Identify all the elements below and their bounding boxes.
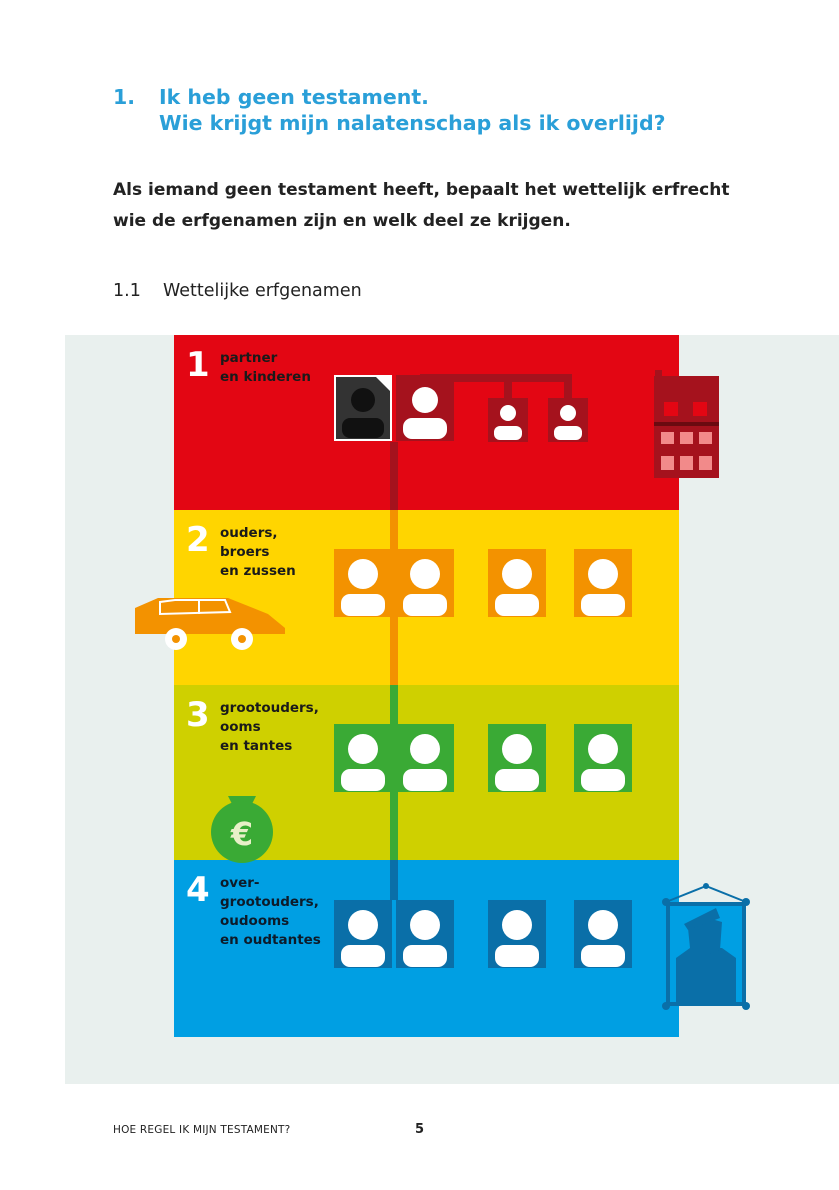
- group-label-line: broers: [220, 544, 270, 560]
- group-number: 4: [186, 870, 210, 910]
- group-label-line: en tantes: [220, 738, 293, 754]
- grandparent-person-icon: [396, 724, 454, 792]
- group-label-line: ouders,: [220, 525, 278, 541]
- money-bag-icon: [211, 796, 273, 863]
- sibling-person-icon: [488, 549, 546, 617]
- grandparent-person-icon: [334, 724, 392, 792]
- tree-trunk-red: [390, 442, 398, 510]
- group-label-line: oudooms: [220, 913, 290, 929]
- group-number: 2: [186, 520, 210, 560]
- group-label-line: ooms: [220, 719, 261, 735]
- section-title-line2: Wie krijgt mijn nalatenschap als ik overlijd?: [159, 111, 666, 135]
- deceased-person-icon: [334, 375, 392, 441]
- footer-title: HOE REGEL IK MIJN TESTAMENT?: [113, 1124, 291, 1136]
- intro-line2: wie de erfgenamen zijn en welk deel ze krijgen.: [113, 211, 571, 231]
- sibling-person-icon: [574, 549, 632, 617]
- great-uncle-aunt-person-icon: [574, 900, 632, 968]
- group-label-line: over-: [220, 875, 260, 891]
- portrait-icon: [662, 883, 750, 1010]
- svg-text:€: €: [230, 815, 254, 853]
- great-grandparent-person-icon: [396, 900, 454, 968]
- group-label-line: grootouders,: [220, 700, 319, 716]
- great-grandparent-person-icon: [334, 900, 392, 968]
- tree-branch: [504, 374, 512, 400]
- group-label-line: partner: [220, 350, 278, 366]
- parent-person-icon: [334, 549, 392, 617]
- section-title-line1: Ik heb geen testament.: [159, 85, 429, 109]
- car-icon: [135, 598, 285, 650]
- subsection-number: 1.1: [113, 281, 141, 301]
- uncle-aunt-person-icon: [488, 724, 546, 792]
- group-number: 1: [186, 345, 210, 385]
- group-label-line: en oudtantes: [220, 932, 321, 948]
- group-label-line: en zussen: [220, 563, 296, 579]
- child-person-icon: [488, 398, 528, 442]
- group-label-line: grootouders,: [220, 894, 319, 910]
- page-number: 5: [415, 1122, 425, 1137]
- partner-person-icon: [396, 375, 454, 441]
- uncle-aunt-person-icon: [574, 724, 632, 792]
- group-number: 3: [186, 695, 210, 735]
- intro-line1: Als iemand geen testament heeft, bepaalt het wettelijk erfrecht: [113, 180, 730, 200]
- section-number: 1.: [113, 85, 136, 109]
- tree-branch: [564, 374, 572, 400]
- subsection-title: Wettelijke erfgenamen: [163, 281, 362, 301]
- house-icon: [654, 370, 719, 478]
- parent-person-icon: [396, 549, 454, 617]
- tree-trunk-blue: [390, 860, 398, 900]
- great-uncle-aunt-person-icon: [488, 900, 546, 968]
- child-person-icon: [548, 398, 588, 442]
- group-label-line: en kinderen: [220, 369, 311, 385]
